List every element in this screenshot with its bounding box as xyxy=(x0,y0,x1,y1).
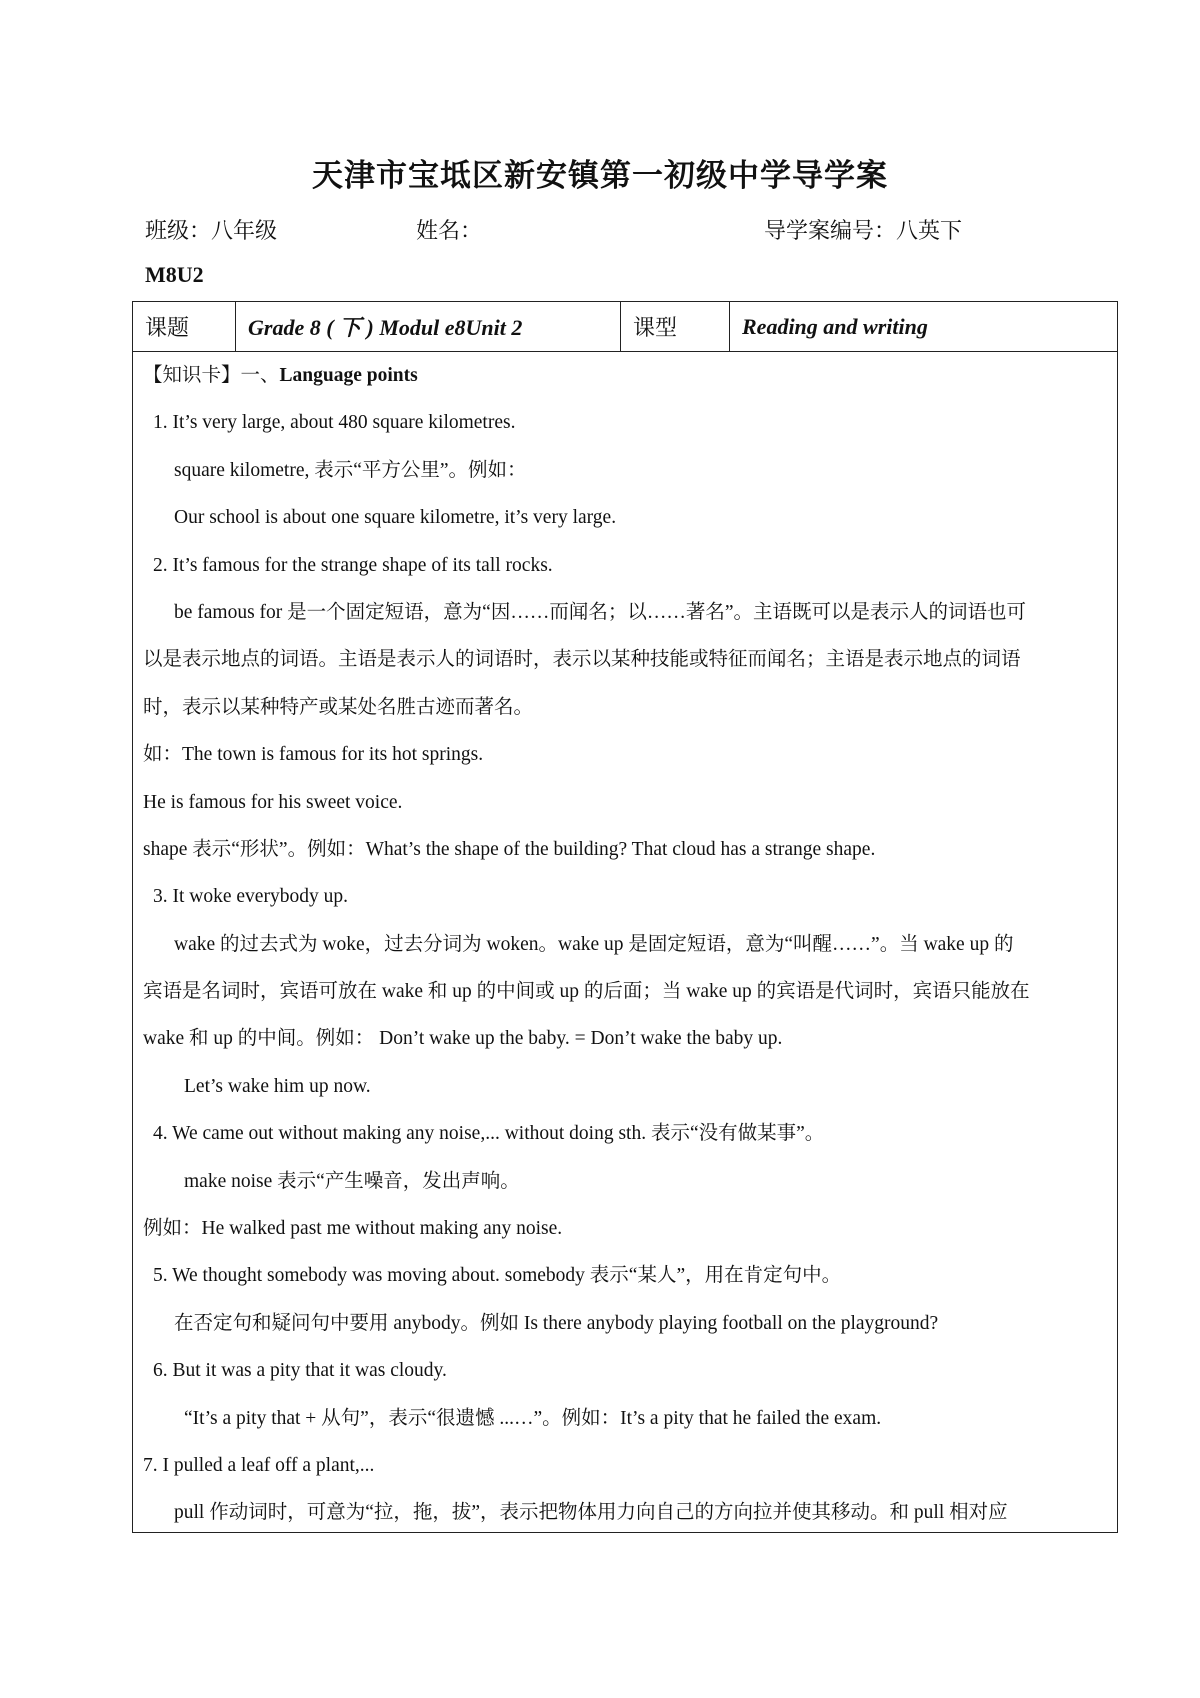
text-line: wake 的过去式为 woke，过去分词为 woken。wake up 是固定短语，意为“叫醒……”。当 wake up 的 xyxy=(174,933,1014,955)
text-line: square kilometre, 表示“平方公里”。例如： xyxy=(174,459,527,481)
text-line: 在否定句和疑问句中要用 anybody。例如 Is there anybody playing football on the playground? xyxy=(174,1312,939,1334)
text-line: 6. But it was a pity that it was cloudy. xyxy=(153,1360,447,1382)
text-line: make noise 表示“产生噪音，发出声响。 xyxy=(184,1170,520,1192)
text-line: Our school is about one square kilometre, it’s very large. xyxy=(174,507,617,529)
topic-value: Grade 8 ( 下 ) Modul e8Unit 2 xyxy=(236,302,621,351)
section-title: Language points xyxy=(279,365,418,386)
lesson-code: M8U2 xyxy=(145,262,204,287)
text-line: “It’s a pity that + 从句”，表示“很遗憾 ...…”。例如：It’s a pity that he failed the exam. xyxy=(184,1407,882,1429)
text-line: wake 和 up 的中间。例如： Don’t wake up the baby. = Don’t wake the baby up. xyxy=(143,1028,783,1050)
text-line: pull 作动词时，可意为“拉，拖，拔”，表示把物体用力向自己的方向拉并使其移动。和 pull 相对应 xyxy=(174,1502,1008,1524)
text-line: 以是表示地点的词语。主语是表示人的词语时，表示以某种技能或特征而闻名；主语是表示地点的词语 xyxy=(143,649,1021,671)
knowledge-card xyxy=(133,352,1117,1532)
text-line: 5. We thought somebody was moving about. somebody 表示“某人”，用在肯定句中。 xyxy=(153,1265,842,1287)
text-line: 4. We came out without making any noise,... without doing sth. 表示“没有做某事”。 xyxy=(153,1123,825,1145)
topic-label: 课题 xyxy=(133,302,236,351)
page-title: 天津市宝坻区新安镇第一初级中学导学案 xyxy=(312,158,888,194)
type-value: Reading and writing xyxy=(742,313,928,339)
section-heading xyxy=(143,352,1107,399)
name-label: 姓名： xyxy=(416,219,483,244)
text-line: 1. It’s very large, about 480 square kilometres. xyxy=(153,412,516,434)
text-line: 3. It woke everybody up. xyxy=(153,886,348,908)
text-line: 时，表示以某种特产或某处名胜古迹而著名。 xyxy=(143,696,534,718)
text-line: 7. I pulled a leaf off a plant,... xyxy=(143,1454,375,1476)
text-line: 2. It’s famous for the strange shape of its tall rocks. xyxy=(153,554,553,576)
text-line: Let’s wake him up now. xyxy=(184,1075,371,1097)
lesson-number-label: 导学案编号：八英下 xyxy=(764,219,963,244)
student-info-row xyxy=(0,214,1200,250)
type-label: 课型 xyxy=(621,302,730,351)
text-line: 如：The town is famous for its hot springs. xyxy=(143,744,484,766)
text-line: 例如：He walked past me without making any noise. xyxy=(143,1218,563,1240)
class-label: 班级：八年级 xyxy=(145,219,278,244)
text-line: shape 表示“形状”。例如：What’s the shape of the building? That cloud has a strange shape. xyxy=(143,838,876,860)
text-line: be famous for 是一个固定短语，意为“因……而闻名；以……著名”。主语既可以是表示人的词语也可 xyxy=(174,601,1026,623)
text-line: 宾语是名词时，宾语可放在 wake 和 up 的中间或 up 的后面；当 wake up 的宾语是代词时，宾语只能放在 xyxy=(143,981,1030,1003)
info-row xyxy=(133,302,1117,352)
lesson-table xyxy=(132,301,1118,1533)
text-line: He is famous for his sweet voice. xyxy=(143,791,403,813)
section-prefix: 【知识卡】一、 xyxy=(143,365,280,386)
